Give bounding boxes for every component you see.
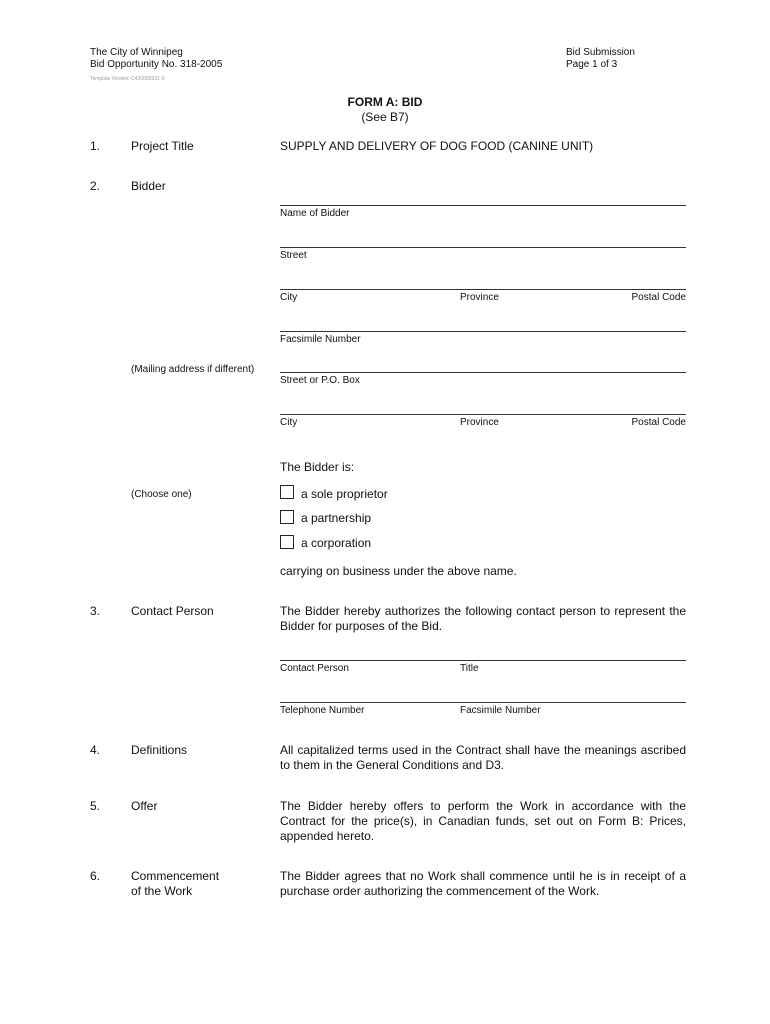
header-bid-submission: Bid Submission <box>566 47 635 58</box>
street-line[interactable] <box>280 247 686 248</box>
section-number-6: 6. <box>90 869 101 883</box>
province-label: Province <box>460 292 499 303</box>
bidder-is-label: The Bidder is: <box>280 460 355 474</box>
choose-one-note: (Choose one) <box>131 489 192 500</box>
city-label-2: City <box>280 417 298 428</box>
section-label-of-the-work: of the Work <box>131 884 193 898</box>
section-label-offer: Offer <box>131 799 158 813</box>
partnership-checkbox[interactable] <box>280 510 294 524</box>
section-number-5: 5. <box>90 799 101 813</box>
facsimile-line[interactable] <box>280 331 686 332</box>
partnership-label: a partnership <box>301 511 372 525</box>
header-page-number: Page 1 of 3 <box>566 59 618 70</box>
contact-person-text: The Bidder hereby authorizes the following contact person to represent the Bidder for purposes of the Bid. <box>280 604 686 633</box>
telephone-facsimile-line[interactable] <box>280 702 686 703</box>
section-label-project-title: Project Title <box>131 139 194 153</box>
street-po-line[interactable] <box>280 372 686 373</box>
facsimile-label: Facsimile Number <box>280 334 361 345</box>
section-label-commencement: Commencement <box>131 869 220 883</box>
header-city: The City of Winnipeg <box>90 47 183 58</box>
title-label: Title <box>460 663 479 674</box>
postal-code-label: Postal Code <box>631 292 686 303</box>
section-number-3: 3. <box>90 604 101 618</box>
section-number-2: 2. <box>90 179 101 193</box>
form-title: FORM A: BID <box>347 95 423 109</box>
carrying-on-text: carrying on business under the above name. <box>280 564 517 578</box>
form-subtitle: (See B7) <box>361 110 409 124</box>
section-label-definitions: Definitions <box>131 743 188 757</box>
section-label-contact-person: Contact Person <box>131 604 214 618</box>
name-of-bidder-label: Name of Bidder <box>280 208 350 219</box>
section-label-bidder: Bidder <box>131 179 166 193</box>
province-label-2: Province <box>460 417 499 428</box>
bidder-name-line[interactable] <box>280 205 686 206</box>
sole-proprietor-label: a sole proprietor <box>301 487 388 501</box>
definitions-text: All capitalized terms used in the Contract shall have the meanings ascribed to them in the General Conditions and D3. <box>280 743 686 772</box>
corporation-label: a corporation <box>301 536 372 550</box>
street-po-label: Street or P.O. Box <box>280 375 360 386</box>
section-number-1: 1. <box>90 139 101 153</box>
corporation-checkbox[interactable] <box>280 535 294 549</box>
mailing-address-note: (Mailing address if different) <box>131 364 255 375</box>
sole-proprietor-checkbox[interactable] <box>280 485 294 499</box>
offer-text: The Bidder hereby offers to perform the Work in accordance with the Contract for the price(s), in Canadian funds, set out on Form B: Prices, appended hereto. <box>280 799 686 843</box>
contact-title-line[interactable] <box>280 660 686 661</box>
template-version: Template Version: C420050331-S <box>90 76 165 82</box>
header-bid-opportunity: Bid Opportunity No. 318-2005 <box>90 59 223 70</box>
city-province-postal-line[interactable] <box>280 289 686 290</box>
section-number-4: 4. <box>90 743 101 757</box>
facsimile-label-2: Facsimile Number <box>460 705 541 716</box>
telephone-label: Telephone Number <box>280 705 365 716</box>
city-label: City <box>280 292 298 303</box>
street-label: Street <box>280 250 307 261</box>
city-province-postal-line-2[interactable] <box>280 414 686 415</box>
project-title-value: SUPPLY AND DELIVERY OF DOG FOOD (CANINE UNIT) <box>280 139 594 153</box>
postal-code-label-2: Postal Code <box>631 417 686 428</box>
commencement-text: The Bidder agrees that no Work shall commence until he is in receipt of a purchase order authorizing the commencement of the Work. <box>280 869 686 898</box>
contact-person-label: Contact Person <box>280 663 349 674</box>
